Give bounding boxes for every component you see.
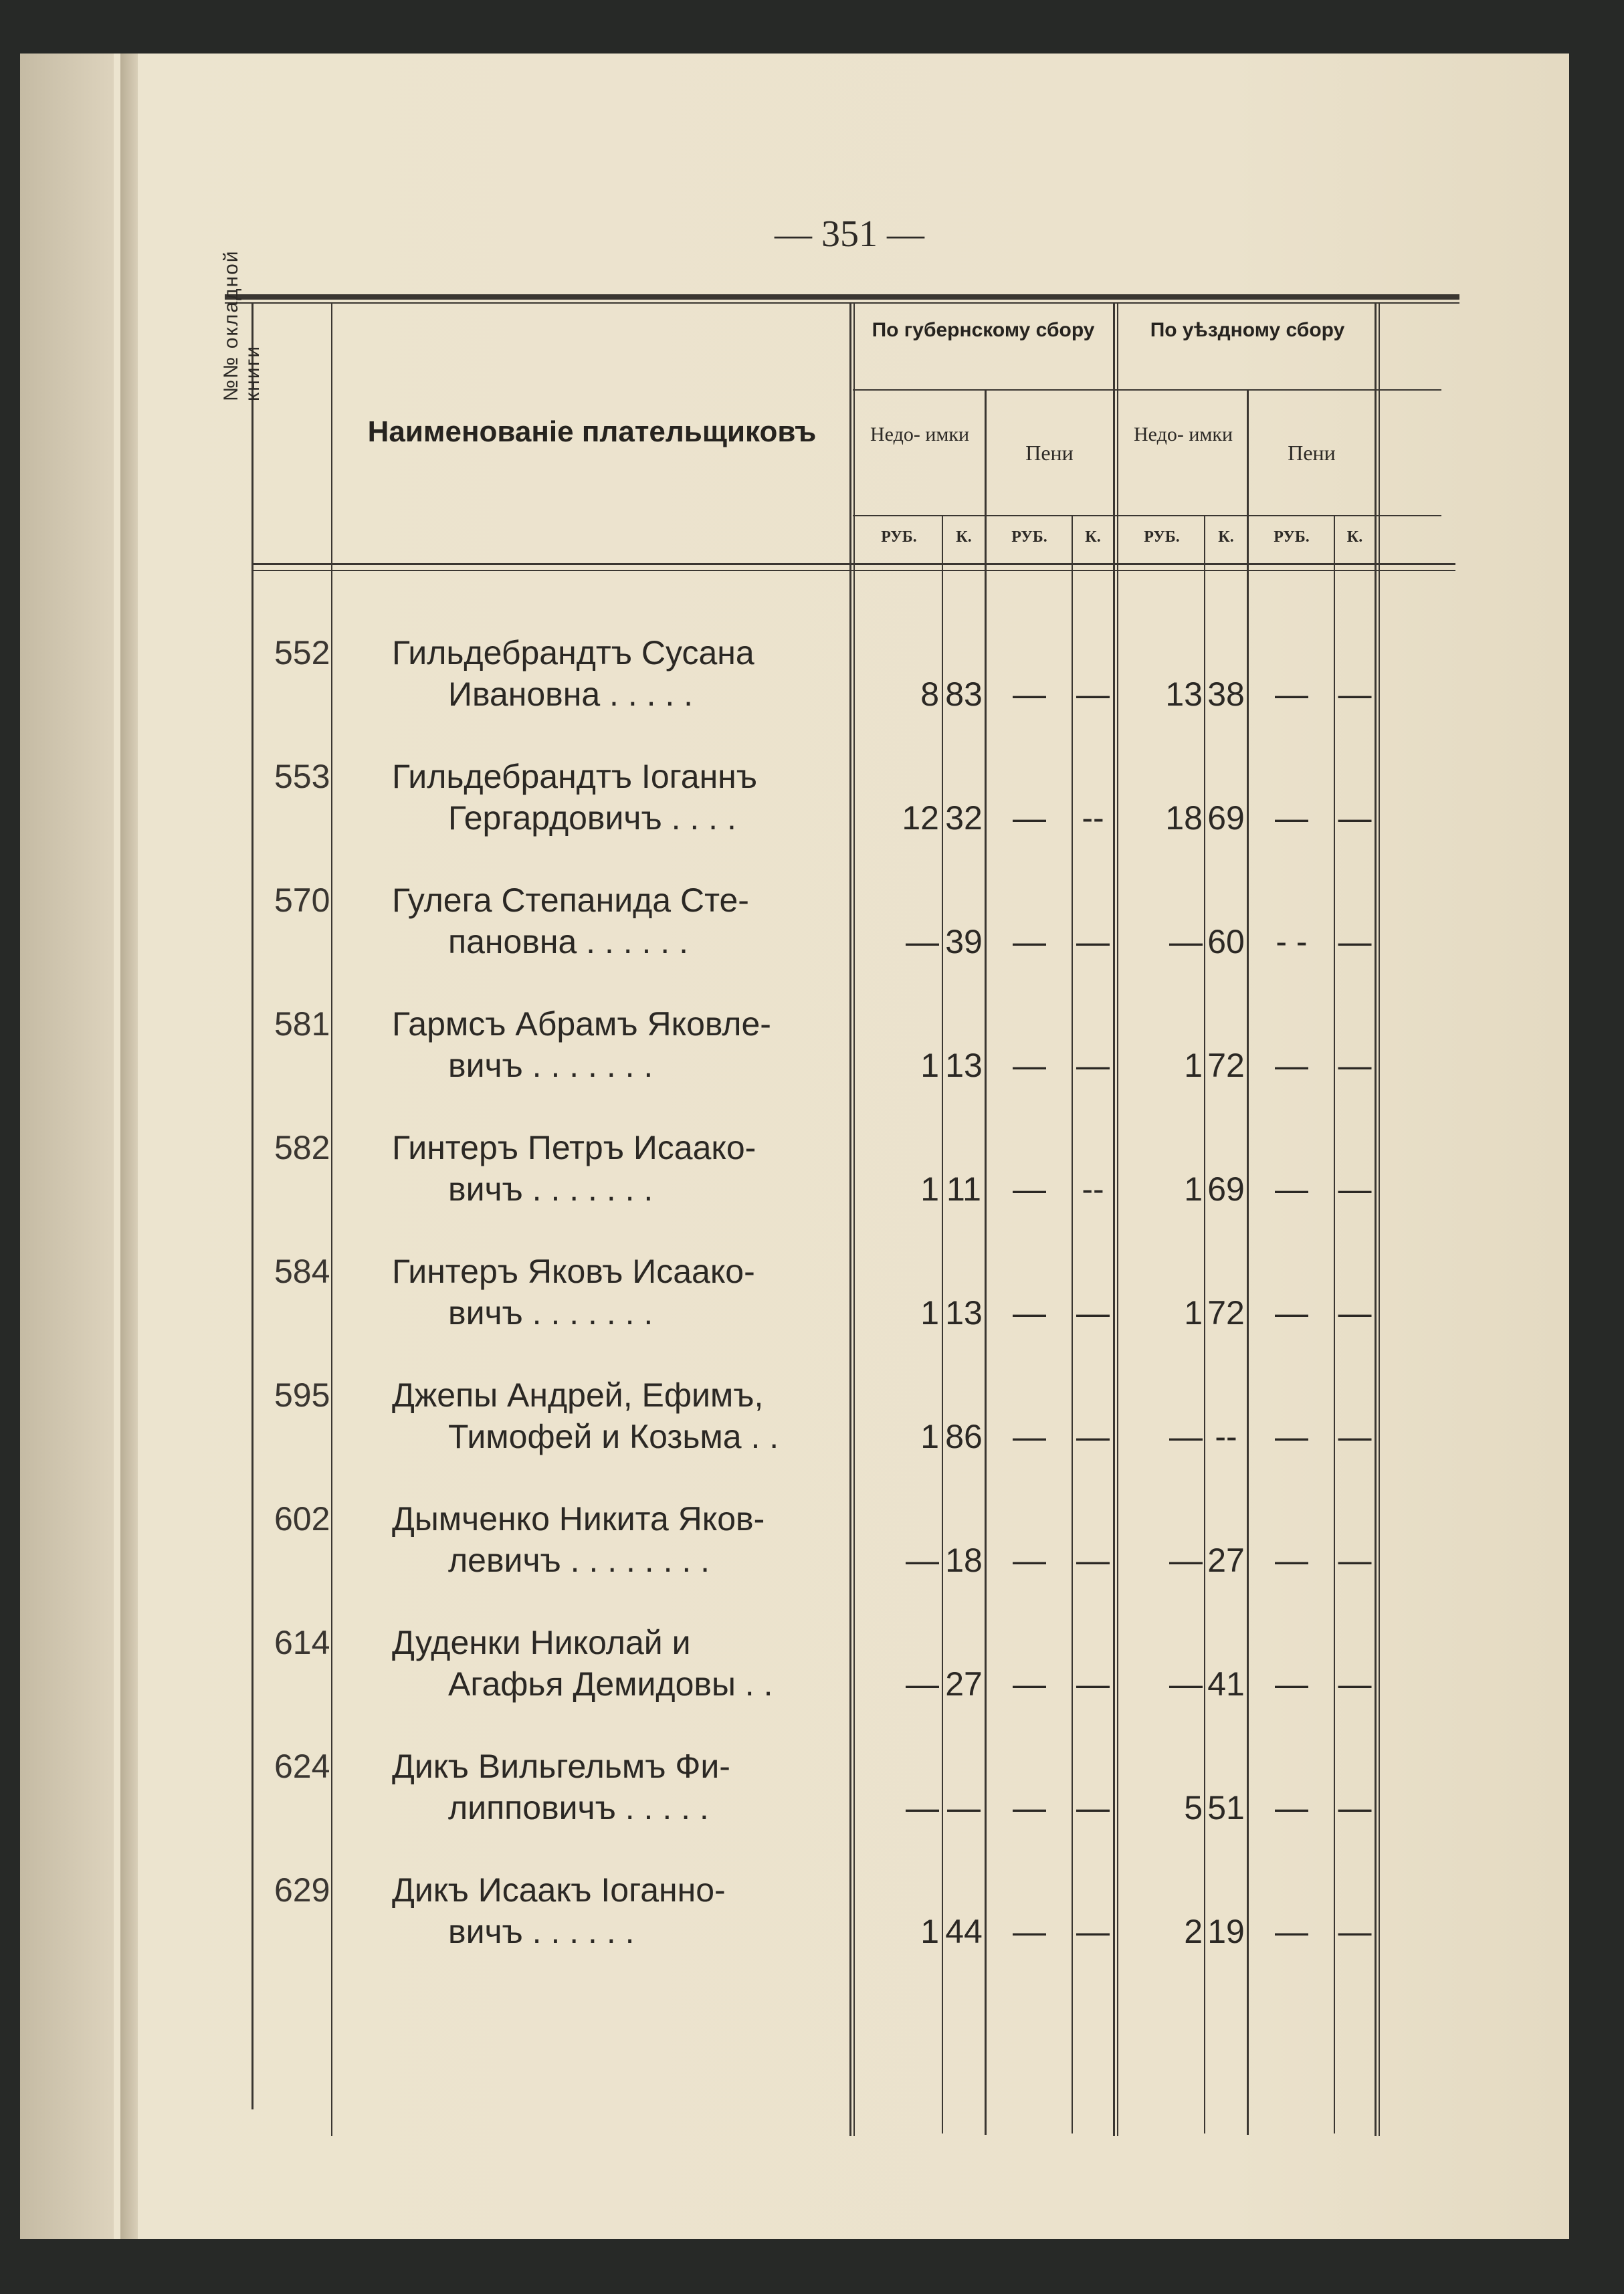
row-payer-name-line1: Гинтеръ Петръ Исаако-	[392, 1129, 756, 1166]
row-g-ned-k-value: —	[947, 1789, 981, 1827]
row-u-pen-r-value: —	[1275, 1294, 1308, 1332]
row-payer-name-line1: Гинтеръ Яковъ Исаако-	[392, 1253, 755, 1290]
row-g-pen-r-value: —	[1013, 923, 1046, 960]
col-line-book	[331, 304, 332, 2136]
row-u-ned-k-value: 41	[1207, 1665, 1245, 1703]
row-g-pen-r-value: —	[1013, 799, 1046, 837]
row-g-ned-k-value: 13	[945, 1047, 983, 1084]
row-payer-name-line2: вичъ . . . . . . .	[448, 1047, 653, 1084]
subheader-divider-rule	[853, 515, 1441, 516]
row-u-ned-k-value: 72	[1207, 1294, 1245, 1332]
row-g-ned-r-value: —	[906, 1789, 939, 1827]
book-gutter	[120, 54, 138, 2239]
row-u-ned-k-value: 69	[1207, 1170, 1245, 1208]
header-book-number: №№ окладной книги	[220, 249, 264, 401]
row-u-pen-k-value: —	[1338, 1789, 1372, 1827]
row-payer-name-line2: Агафья Демидовы . .	[448, 1665, 773, 1703]
row-g-ned-r-value: 1	[920, 1418, 939, 1455]
row-g-pen-k-value: —	[1076, 1913, 1110, 1950]
table-top-rule-thin	[225, 302, 1459, 304]
row-book-number: 595	[274, 1376, 330, 1414]
header-uezd-sbor: По уѣздному сбору	[1150, 319, 1345, 341]
row-payer-name-line1: Дикъ Вильгельмъ Фи-	[392, 1748, 730, 1785]
row-g-pen-k-value: --	[1082, 1170, 1104, 1208]
row-g-pen-r-value: —	[1013, 1170, 1046, 1208]
col-line-uezd-b	[1117, 304, 1118, 2136]
row-g-ned-r-value: 8	[920, 675, 939, 713]
row-payer-name-line1: Гильдебрандтъ Іоганнъ	[392, 758, 758, 795]
col-line-right-b	[1379, 304, 1380, 2136]
row-g-ned-r-value: 1	[920, 1294, 939, 1332]
row-g-ned-r-value: 1	[920, 1170, 939, 1208]
row-u-pen-k-value: —	[1338, 1170, 1372, 1208]
row-payer-name-line1: Дымченко Никита Яков-	[392, 1500, 765, 1538]
row-u-ned-r-value: —	[1169, 1542, 1203, 1579]
row-u-ned-r-value: —	[1169, 923, 1203, 960]
row-g-pen-k-value: —	[1076, 1789, 1110, 1827]
row-u-ned-r-value: 1	[1184, 1294, 1203, 1332]
row-payer-name-line2: Гергардовичъ . . . .	[448, 799, 736, 837]
row-g-pen-k-value: —	[1076, 1294, 1110, 1332]
row-payer-name-line2: Тимофей и Козьма . .	[448, 1418, 779, 1455]
row-u-pen-k-value: —	[1338, 1542, 1372, 1579]
col-line-name-b	[853, 304, 855, 2136]
row-u-pen-r-value: —	[1275, 1913, 1308, 1950]
table-top-rule	[225, 294, 1459, 300]
row-book-number: 614	[274, 1624, 330, 1661]
row-g-ned-k-value: 13	[945, 1294, 983, 1332]
row-g-pen-r-value: —	[1013, 675, 1046, 713]
page-number: — 351 —	[775, 213, 924, 255]
row-u-ned-r-value: 13	[1165, 675, 1203, 713]
header-u-peni: Пени	[1288, 441, 1336, 465]
row-u-ned-k-value: 69	[1207, 799, 1245, 837]
book-page	[20, 54, 1569, 2239]
row-u-ned-k-value: 60	[1207, 923, 1245, 960]
col-line-g-pen	[985, 389, 987, 2135]
row-u-pen-r-value: —	[1275, 1047, 1308, 1084]
row-g-pen-k-value: —	[1076, 1665, 1110, 1703]
row-book-number: 629	[274, 1871, 330, 1909]
row-g-ned-k-value: 32	[945, 799, 983, 837]
header-g-pen-kop: К.	[1085, 528, 1101, 546]
row-u-ned-k-value: 51	[1207, 1789, 1245, 1827]
row-payer-name-line2: левичъ . . . . . . . .	[448, 1542, 710, 1579]
row-u-ned-k-value: 27	[1207, 1542, 1245, 1579]
row-g-pen-r-value: —	[1013, 1913, 1046, 1950]
row-g-pen-r-value: —	[1013, 1665, 1046, 1703]
row-u-pen-k-value: —	[1338, 1913, 1372, 1950]
row-book-number: 624	[274, 1748, 330, 1785]
row-payer-name-line2: липповичъ . . . . .	[448, 1789, 709, 1827]
row-u-ned-r-value: 1	[1184, 1170, 1203, 1208]
col-line-u-pen	[1247, 389, 1249, 2135]
header-g-ned-rub: РУБ.	[881, 528, 917, 546]
header-g-pen-rub: РУБ.	[1011, 528, 1047, 546]
row-payer-name-line1: Дуденки Николай и	[392, 1624, 691, 1661]
row-g-pen-r-value: —	[1013, 1418, 1046, 1455]
row-u-pen-r-value: —	[1275, 799, 1308, 837]
row-g-ned-k-value: 27	[945, 1665, 983, 1703]
row-payer-name-line1: Гармсъ Абрамъ Яковле-	[392, 1005, 771, 1043]
row-book-number: 582	[274, 1129, 330, 1166]
row-u-pen-k-value: —	[1338, 1294, 1372, 1332]
header-g-nedoimki: Недо- имки	[870, 423, 969, 445]
row-g-ned-r-value: —	[906, 1665, 939, 1703]
left-page-edge	[20, 54, 114, 2239]
col-line-name	[849, 304, 851, 2136]
row-g-pen-r-value: —	[1013, 1294, 1046, 1332]
row-u-pen-k-value: —	[1338, 1665, 1372, 1703]
group-divider-rule	[853, 389, 1441, 391]
row-g-ned-k-value: 11	[946, 1170, 981, 1208]
header-g-ned-kop: К.	[956, 528, 972, 546]
row-u-pen-r-value: —	[1275, 1542, 1308, 1579]
row-g-pen-k-value: —	[1076, 1047, 1110, 1084]
row-u-pen-k-value: —	[1338, 923, 1372, 960]
row-u-ned-k-value: 38	[1207, 675, 1245, 713]
row-u-pen-r-value: —	[1275, 1418, 1308, 1455]
row-payer-name-line1: Гулега Степанида Сте-	[392, 881, 749, 919]
row-g-ned-r-value: 12	[902, 799, 939, 837]
row-g-ned-r-value: —	[906, 1542, 939, 1579]
row-payer-name-line2: вичъ . . . . . . .	[448, 1294, 653, 1332]
row-g-ned-r-value: 1	[920, 1047, 939, 1084]
row-u-ned-r-value: 1	[1184, 1047, 1203, 1084]
header-u-ned-rub: РУБ.	[1144, 528, 1180, 546]
row-u-pen-k-value: —	[1338, 799, 1372, 837]
row-book-number: 552	[274, 634, 330, 671]
row-u-pen-r-value: —	[1275, 675, 1308, 713]
row-u-pen-r-value: - -	[1276, 923, 1308, 960]
row-payer-name-line2: вичъ . . . . . .	[448, 1913, 635, 1950]
row-u-ned-r-value: 5	[1184, 1789, 1203, 1827]
row-g-ned-k-value: 83	[945, 675, 983, 713]
row-u-pen-r-value: —	[1275, 1665, 1308, 1703]
row-g-ned-k-value: 44	[945, 1913, 983, 1950]
row-g-pen-r-value: —	[1013, 1047, 1046, 1084]
row-u-ned-r-value: 18	[1165, 799, 1203, 837]
header-g-peni: Пени	[1025, 441, 1074, 465]
row-book-number: 570	[274, 881, 330, 919]
row-g-pen-k-value: —	[1076, 675, 1110, 713]
row-g-ned-r-value: —	[906, 923, 939, 960]
header-gub-sbor: По губернскому сбору	[872, 319, 1095, 341]
row-u-ned-r-value: —	[1169, 1418, 1203, 1455]
row-payer-name-line1: Гильдебрандтъ Сусана	[392, 634, 754, 671]
row-book-number: 602	[274, 1500, 330, 1538]
row-g-pen-r-value: —	[1013, 1542, 1046, 1579]
row-payer-name-line2: вичъ . . . . . . .	[448, 1170, 653, 1208]
row-book-number: 584	[274, 1253, 330, 1290]
row-g-pen-r-value: —	[1013, 1789, 1046, 1827]
col-line-left	[251, 304, 253, 2109]
row-g-ned-r-value: 1	[920, 1913, 939, 1950]
row-u-ned-k-value: 19	[1207, 1913, 1245, 1950]
row-g-ned-k-value: 18	[945, 1542, 983, 1579]
row-g-pen-k-value: —	[1076, 923, 1110, 960]
header-u-ned-kop: К.	[1218, 528, 1234, 546]
row-book-number: 581	[274, 1005, 330, 1043]
row-u-pen-k-value: —	[1338, 675, 1372, 713]
row-g-pen-k-value: --	[1082, 799, 1104, 837]
row-book-number: 553	[274, 758, 330, 795]
row-u-ned-r-value: 2	[1184, 1913, 1203, 1950]
row-u-pen-r-value: —	[1275, 1789, 1308, 1827]
row-g-pen-k-value: —	[1076, 1542, 1110, 1579]
col-line-uezd	[1113, 304, 1115, 2136]
row-payer-name-line2: Ивановна . . . . .	[448, 675, 694, 713]
col-line-right	[1375, 304, 1377, 2136]
row-payer-name-line1: Дикъ Исаакъ Іоганно-	[392, 1871, 726, 1909]
row-u-pen-k-value: —	[1338, 1047, 1372, 1084]
row-g-ned-k-value: 86	[945, 1418, 983, 1455]
row-u-pen-r-value: —	[1275, 1170, 1308, 1208]
row-u-pen-k-value: —	[1338, 1418, 1372, 1455]
row-u-ned-k-value: 72	[1207, 1047, 1245, 1084]
row-g-ned-k-value: 39	[945, 923, 983, 960]
row-g-pen-k-value: —	[1076, 1418, 1110, 1455]
row-payer-name-line1: Джепы Андрей, Ефимъ,	[392, 1376, 764, 1414]
header-payers-name: Наименованіе плательщиковъ	[367, 415, 817, 448]
row-u-ned-r-value: —	[1169, 1665, 1203, 1703]
row-u-ned-k-value: --	[1215, 1418, 1237, 1455]
header-u-nedoimki: Недо- имки	[1133, 423, 1233, 445]
header-u-pen-kop: К.	[1346, 528, 1363, 546]
row-payer-name-line2: пановна . . . . . .	[448, 923, 688, 960]
header-u-pen-rub: РУБ.	[1274, 528, 1310, 546]
